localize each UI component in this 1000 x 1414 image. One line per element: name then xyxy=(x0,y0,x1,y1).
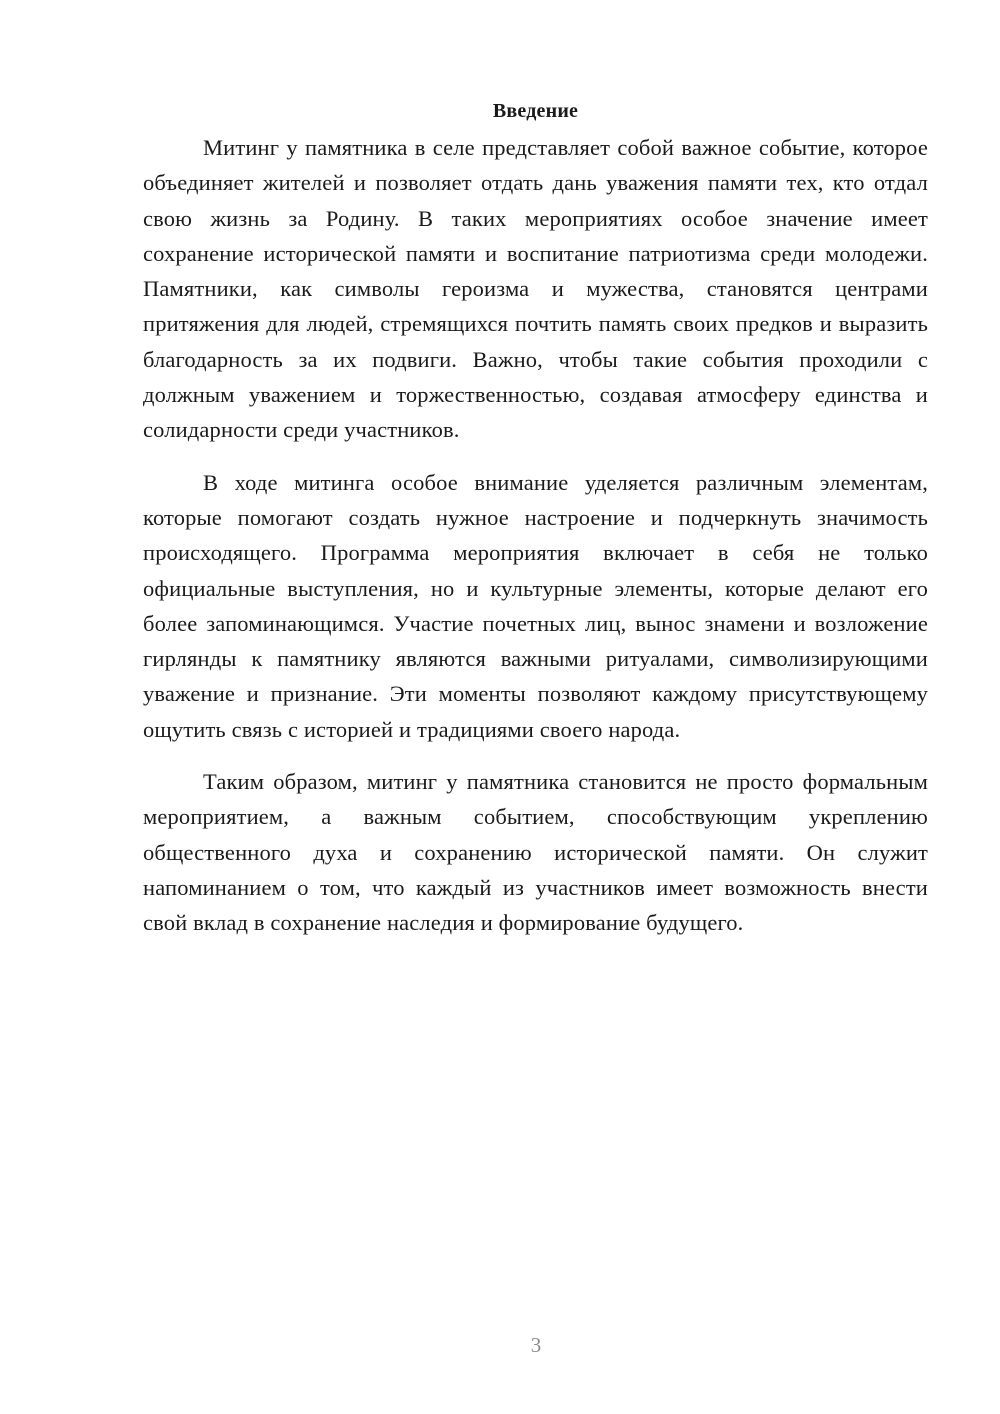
paragraph-3: Таким образом, митинг у памятника становится не просто формальным мероприятием, а важным событием, способствующим укреплению общественного духа и сохранению исторической памяти. Он служит напоминанием о том, что каждый из участников имеет возможность внести свой вклад в сохранение наследия и формирование будущего. xyxy=(143,769,928,936)
paragraph-2: В ходе митинга особое внимание уделяется различным элементам, которые помогают создать нужное настроение и подчеркнуть значимость происходящего. Программа мероприятия включает в себя не только официальные выступления, но и культурные элементы, которые делают его более запоминающимся. Участие почетных лиц, вынос знамени и возложение гирлянды к памятнику являются важными ритуалами, символизирующими уважение и признание. Эти моменты позволяют каждому присутствующему ощутить связь с историей и традициями своего народа. xyxy=(143,469,928,742)
page-number: 3 xyxy=(530,1333,542,1357)
page-content xyxy=(143,92,928,941)
paragraph-1: Митинг у памятника в селе представляет собой важное событие, которое объединяет жителей и позволяет отдать дань уважения памяти тех, кто отдал свою жизнь за Родину. В таких мероприятиях особое значение имеет сохранение исторической памяти и воспитание патриотизма среди молодежи. Памятники, как символы героизма и мужества, становятся центрами притяжения для людей, стремящихся почтить память своих предков и выразить благодарность за их подвиги. Важно, чтобы такие события проходили с должным уважением и торжественностью, создавая атмосферу единства и солидарности среди участников. xyxy=(143,135,928,443)
section-heading: Введение xyxy=(492,100,579,122)
